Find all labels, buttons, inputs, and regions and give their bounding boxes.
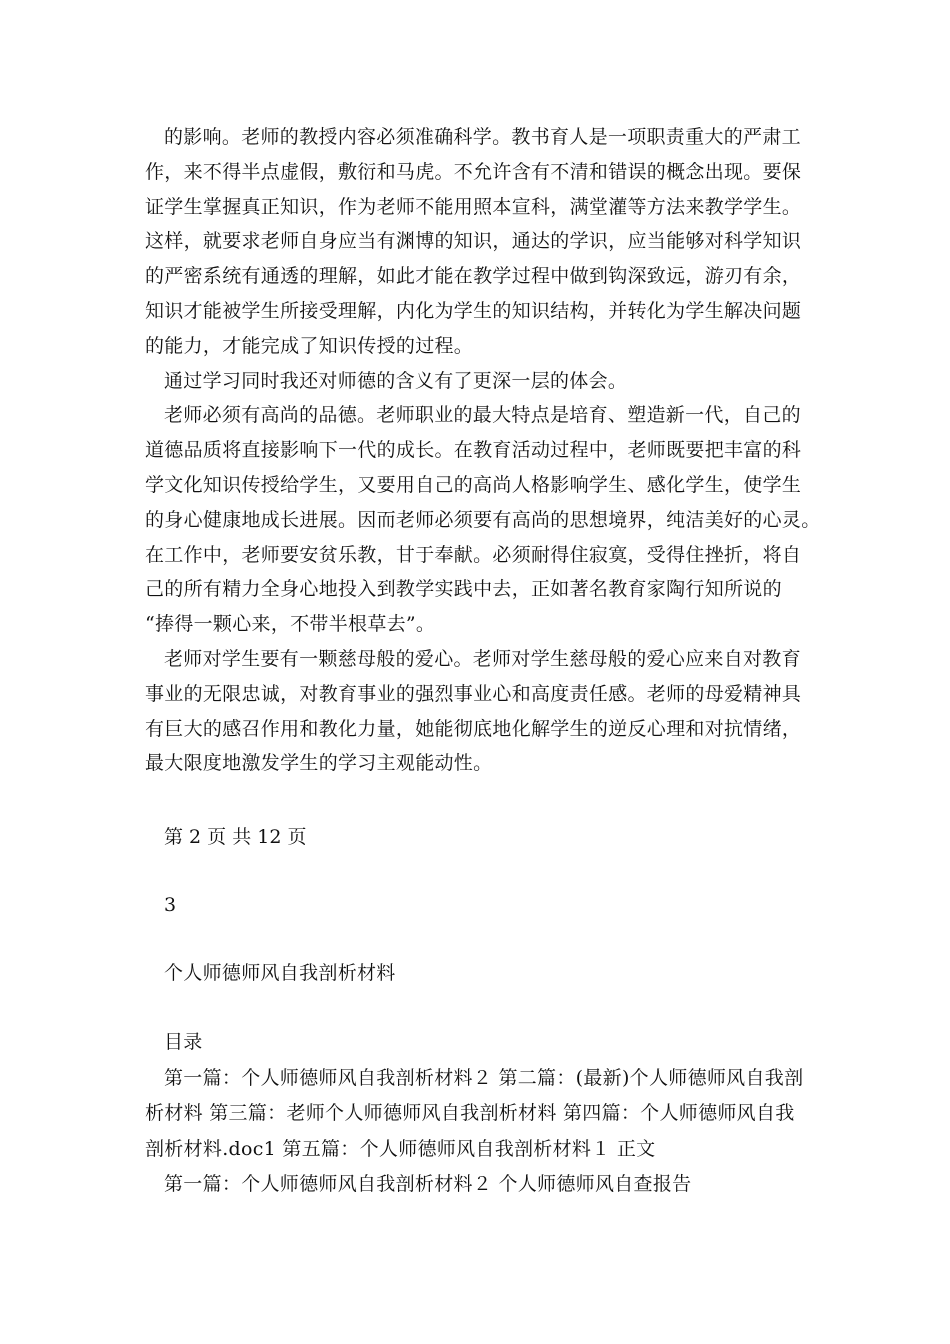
text-line: 作，来不得半点虚假，敷衍和马虎。不允许含有不清和错误的概念出现。要保 (145, 160, 802, 183)
text-line: 的严密系统有通透的理解，如此才能在教学过程中做到钩深致远，游刃有余， (145, 265, 802, 288)
section-marker: 3 (164, 894, 177, 916)
body-text (145, 120, 821, 781)
toc-first-entry: 第一篇：个人师德师风自我剖析材料２ 个人师德师风自查报告 (164, 1173, 692, 1195)
text-line: “捧得一颗心来，不带半根草去”。 (145, 613, 436, 636)
paragraph-1 (145, 120, 815, 364)
toc-line: 析材料 第三篇：老师个人师德师风自我剖析材料 第四篇：个人师德师风自我 (145, 1102, 795, 1124)
toc-line: 第一篇：个人师德师风自我剖析材料２ 第二篇：(最新)个人师德师风自我剖 (164, 1066, 804, 1089)
toc-heading: 目录 (164, 1031, 203, 1053)
paragraph-3 (145, 398, 821, 642)
text-line: 老师对学生要有一颗慈母般的爱心。老师对学生慈母般的爱心应来自对教育 (164, 647, 801, 670)
table-of-contents (145, 1025, 825, 1203)
document-title: 个人师德师风自我剖析材料 (164, 962, 396, 984)
toc-line: 剖析材料.doc1 第五篇：个人师德师风自我剖析材料１ 正文 (145, 1137, 656, 1160)
text-line: 学文化知识传授给学生，又要用自己的高尚人格影响学生、感化学生，使学生 (145, 473, 802, 496)
text-line: 有巨大的感召作用和教化力量，她能彻底地化解学生的逆反心理和对抗情绪， (145, 717, 802, 740)
text-line: 知识才能被学生所接受理解，内化为学生的知识结构，并转化为学生解决问题 (145, 299, 802, 322)
text-line: 的身心健康地成长进展。因而老师必须要有高尚的思想境界，纯洁美好的心灵。 (145, 508, 821, 531)
text-line: 通过学习同时我还对师德的含义有了更深一层的体会。 (164, 369, 628, 392)
text-line: 道德品质将直接影响下一代的成长。在教育活动过程中，老师既要把丰富的科 (145, 439, 802, 462)
paragraph-2 (145, 364, 815, 399)
text-line: 己的所有精力全身心地投入到教学实践中去，正如著名教育家陶行知所说的 (145, 578, 782, 601)
text-line: 证学生掌握真正知识，作为老师不能用照本宣科，满堂灌等方法来教学学生。 (145, 195, 802, 218)
page-number: 第 2 页 共 12 页 (164, 826, 307, 848)
paragraph-4 (145, 642, 815, 781)
text-line: 最大限度地激发学生的学习主观能动性。 (145, 752, 493, 775)
text-line: 事业的无限忠诚，对教育事业的强烈事业心和高度责任感。老师的母爱精神具 (145, 682, 802, 705)
text-line: 老师必须有高尚的品德。老师职业的最大特点是培育、塑造新一代，自己的 (164, 404, 801, 427)
text-line: 的能力，才能完成了知识传授的过程。 (145, 334, 474, 357)
text-line: 这样，就要求老师自身应当有渊博的知识，通达的学识，应当能够对科学知识 (145, 230, 802, 253)
text-line: 在工作中，老师要安贫乐教，甘于奉献。必须耐得住寂寞，受得住挫折，将自 (145, 543, 802, 566)
text-line: 的影响。老师的教授内容必须准确科学。教书育人是一项职责重大的严肃工 (164, 126, 801, 148)
